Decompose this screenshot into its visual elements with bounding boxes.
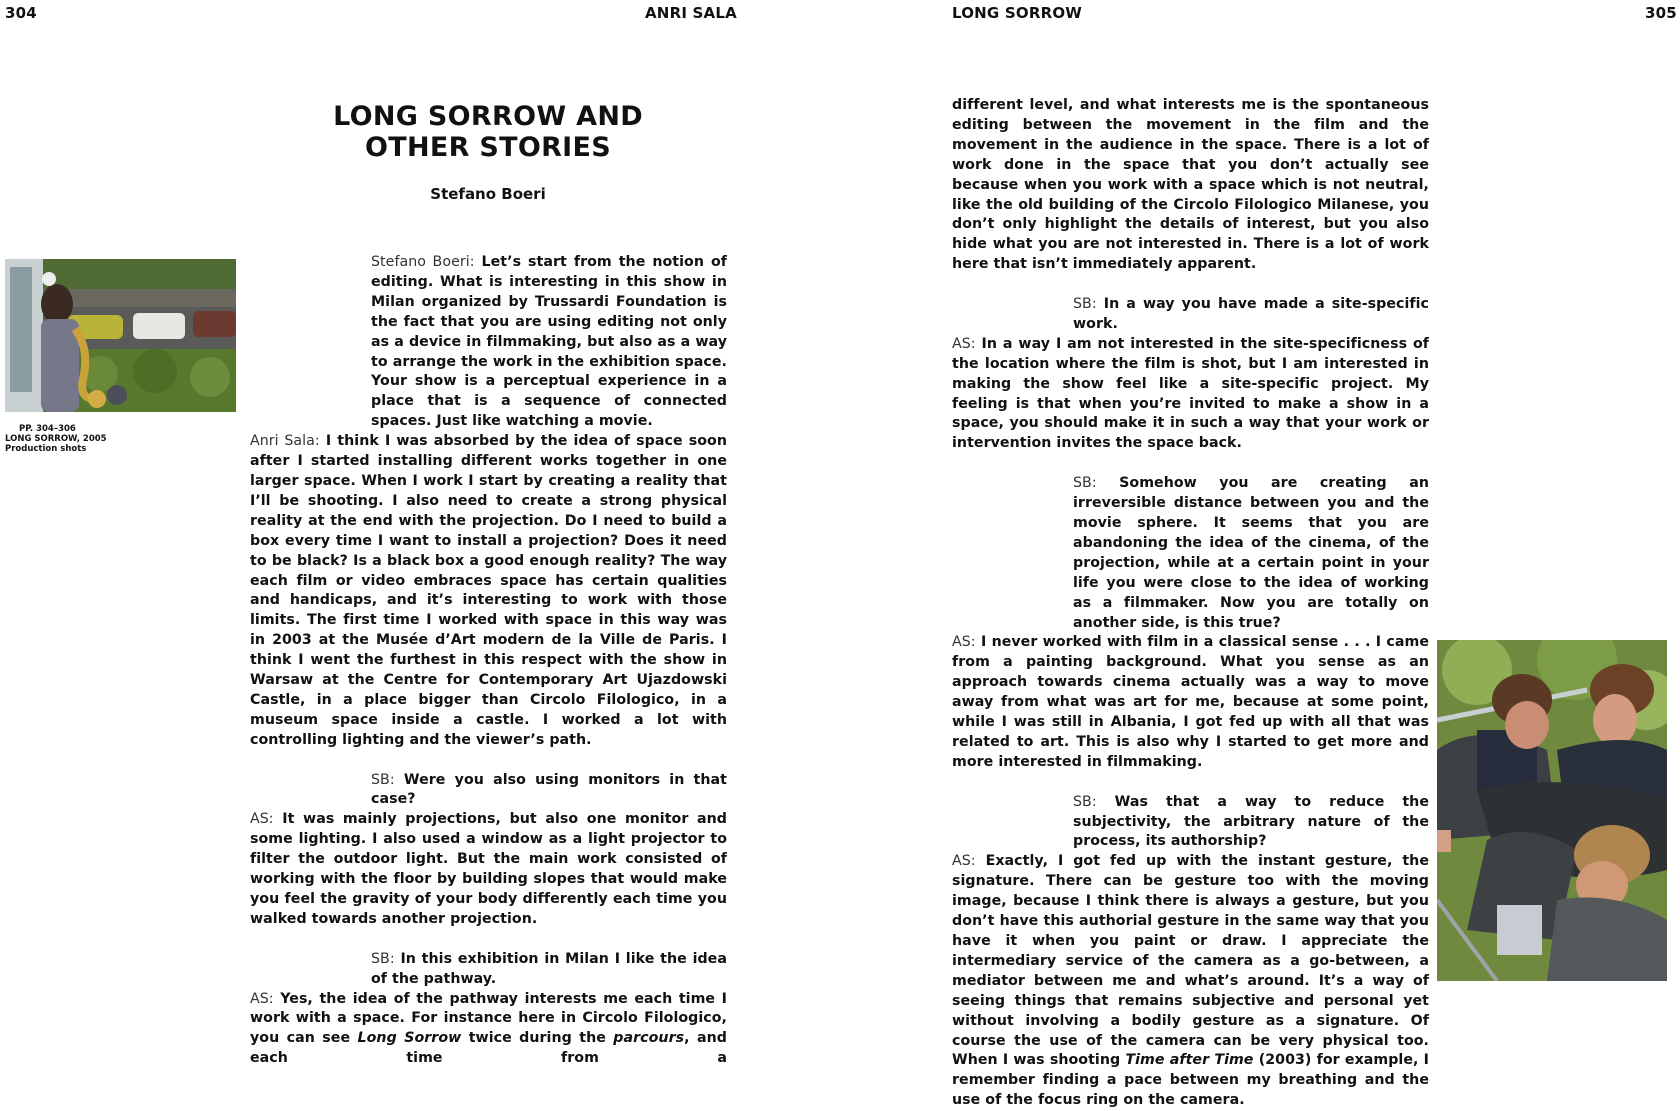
paragraph-as-1 xyxy=(250,432,727,751)
speaker-label: Stefano Boeri: xyxy=(371,254,475,270)
article-title xyxy=(300,101,676,163)
paragraph-text: In a way you have made a site-specific work. xyxy=(1073,296,1429,332)
paragraph-text: Was that a way to reduce the subjectivity, the arbitrary nature of the process, its authorship? xyxy=(1073,793,1429,850)
paragraph-as-2 xyxy=(250,810,727,929)
caption-pages: PP. 304–306 xyxy=(19,424,76,434)
paragraph-text: In a way I am not interested in the site-specificness of the location where the film is shot, but I am interested in making the show feel like a site-specific project. My feeling is that when you’re invited to make a show in a space, you should make it in such a way that your work or intervention invites the space back. xyxy=(952,335,1429,452)
paragraph-text: (2003) for example, I remember finding a pace between my breathing and the use of the focus ring on the camera. xyxy=(952,1052,1429,1109)
author-byline: Stefano Boeri xyxy=(430,185,546,203)
paragraph-sb-2 xyxy=(371,771,727,811)
left-column xyxy=(250,253,727,1069)
term-italic: parcours xyxy=(613,1030,685,1047)
speaker-label: AS: xyxy=(952,853,976,870)
running-head-right: LONG SORROW xyxy=(952,4,1083,22)
paragraph-as-6 xyxy=(952,852,1429,1111)
paragraph-text: It was mainly projections, but also one monitor and some lighting. I also used a window as a light projector to filter the outdoor light. But the main work consisted of working with the floor by building slopes that would make you feel the gravity of your body differently each time you walked towards another projection. xyxy=(250,811,727,927)
paragraph-sb-5 xyxy=(1073,474,1429,633)
paragraph-text: In this exhibition in Milan I like the idea of the pathway. xyxy=(371,950,727,987)
paragraph-as-5 xyxy=(952,633,1429,772)
speaker-label: SB: xyxy=(371,771,395,788)
speaker-label: AS: xyxy=(952,335,976,352)
paragraph-text: Exactly, I got fed up with the instant gesture, the signature. There can be gesture too with the moving image, because I think there is always a gesture, but you don’t have this authorial gesture in the same way that you have it when you paint or draw. I appreciate the intermediary service of the camera as a go-between, a mediator between me and what’s around. It’s a way of seeing things that remains subjective and personal yet without involving a bodily gesture as a signature. Of course the use of the camera can be very physical too. When I was shooting xyxy=(952,853,1429,1069)
paragraph-text: I think I was absorbed by the idea of space soon after I started installing different works together in one larger space. When I work I start by creating a reality that I’ll be shooting. I also need to create a strong physical reality at the end with the projection. Do I need to build a box every time I want to install a projection? Does it need to be black? Is a black box a good enough reality? The way each film or video embraces space has certain qualities and handicaps, and it’s interesting to work with those limits. The first time I worked with space in this way was in 2003 at the Musée d’Art modern de la Ville de Paris. I think I went the furthest in this respect with the show in Warsaw at the Centre for Contemporary Art Ujazdowski Castle, in a place bigger than Circolo Filologico, in a museum space inside a castle. I worked a lot with controlling lighting and the viewer’s path. xyxy=(250,433,727,748)
speaker-label: AS: xyxy=(250,811,274,828)
photo-saxophonist xyxy=(5,259,236,412)
paragraph-text: I never worked with film in a classical sense . . . I came from a painting background. What you sense as an approach towards cinema actually was a way to move away from what was art for me, because at some point, while I was still in Albania, I got fed up with all that was related to art. This is also why I started to get more and more interested in filmmaking. xyxy=(952,634,1430,770)
speaker-label: Anri Sala: xyxy=(250,433,320,450)
page-number-right: 305 xyxy=(1645,4,1677,22)
speaker-label: AS: xyxy=(952,634,976,651)
paragraph-sb-3 xyxy=(371,950,727,990)
paragraph-text: , and each time from a xyxy=(250,1030,727,1067)
paragraph-text: Yes, the idea of the pathway interests me each time I work with a space. For instance here in Circolo Filologico, you can see xyxy=(250,990,727,1047)
photo-film-crew-image xyxy=(1437,640,1667,981)
right-column xyxy=(952,96,1429,1111)
paragraph-as-3 xyxy=(250,990,727,1070)
paragraph-text: Were you also using monitors in that case? xyxy=(371,771,727,808)
speaker-label: SB: xyxy=(371,950,395,967)
caption-description: Production shots xyxy=(5,444,87,454)
work-title-italic: Long Sorrow xyxy=(357,1030,462,1047)
photo-film-crew xyxy=(1437,640,1667,981)
work-title-italic: Time after Time xyxy=(1125,1052,1254,1069)
paragraph-text: Somehow you are creating an irreversible distance between you and the movie sphere. It seems that you are abandoning the idea of the cinema, of the projection, while at a certain point in your life you were close to the idea of working as a filmmaker. Now you are totally on another side, is this true? xyxy=(1073,475,1429,631)
photo-caption xyxy=(5,424,107,454)
speaker-label: SB: xyxy=(1073,296,1097,313)
paragraph-text: different level, and what interests me is the spontaneous editing between the movement in the film and the movement in the audience in the space. There is a lot of work done in the space that you don’t actually see because when you work with a space which is not neutral, like the old building of the Circolo Filologico Milanese, you don’t only highlight the details of interest, but you also hide what you are not interested in. There is a lot of work here that isn’t immediately apparent. xyxy=(952,97,1429,273)
paragraph-continued xyxy=(952,96,1429,275)
running-head-left: ANRI SALA xyxy=(645,4,737,22)
paragraph-sb-1 xyxy=(371,253,727,432)
speaker-label: SB: xyxy=(1073,475,1097,492)
paragraph-as-4 xyxy=(952,335,1429,454)
title-line-1: LONG SORROW AND xyxy=(333,101,643,132)
speaker-label: SB: xyxy=(1073,793,1097,810)
paragraph-text: Let’s start from the notion of editing. What is interesting in this show in Milan organized by Trussardi Foundation is the fact that you are using editing not only as a device in filmmaking, but also as a way to arrange the work in the exhibition space. Your show is a perceptual experience in a place that is a sequence of connected spaces. Just like watching a movie. xyxy=(371,254,727,430)
paragraph-sb-4 xyxy=(1073,295,1429,335)
paragraph-sb-6 xyxy=(1073,793,1429,853)
caption-work: LONG SORROW, 2005 xyxy=(5,434,107,444)
title-line-2: OTHER STORIES xyxy=(364,132,612,163)
speaker-label: AS: xyxy=(250,990,274,1007)
photo-saxophonist-image xyxy=(5,259,236,412)
page-number-left: 304 xyxy=(5,4,37,22)
paragraph-text: twice during the xyxy=(468,1030,606,1047)
